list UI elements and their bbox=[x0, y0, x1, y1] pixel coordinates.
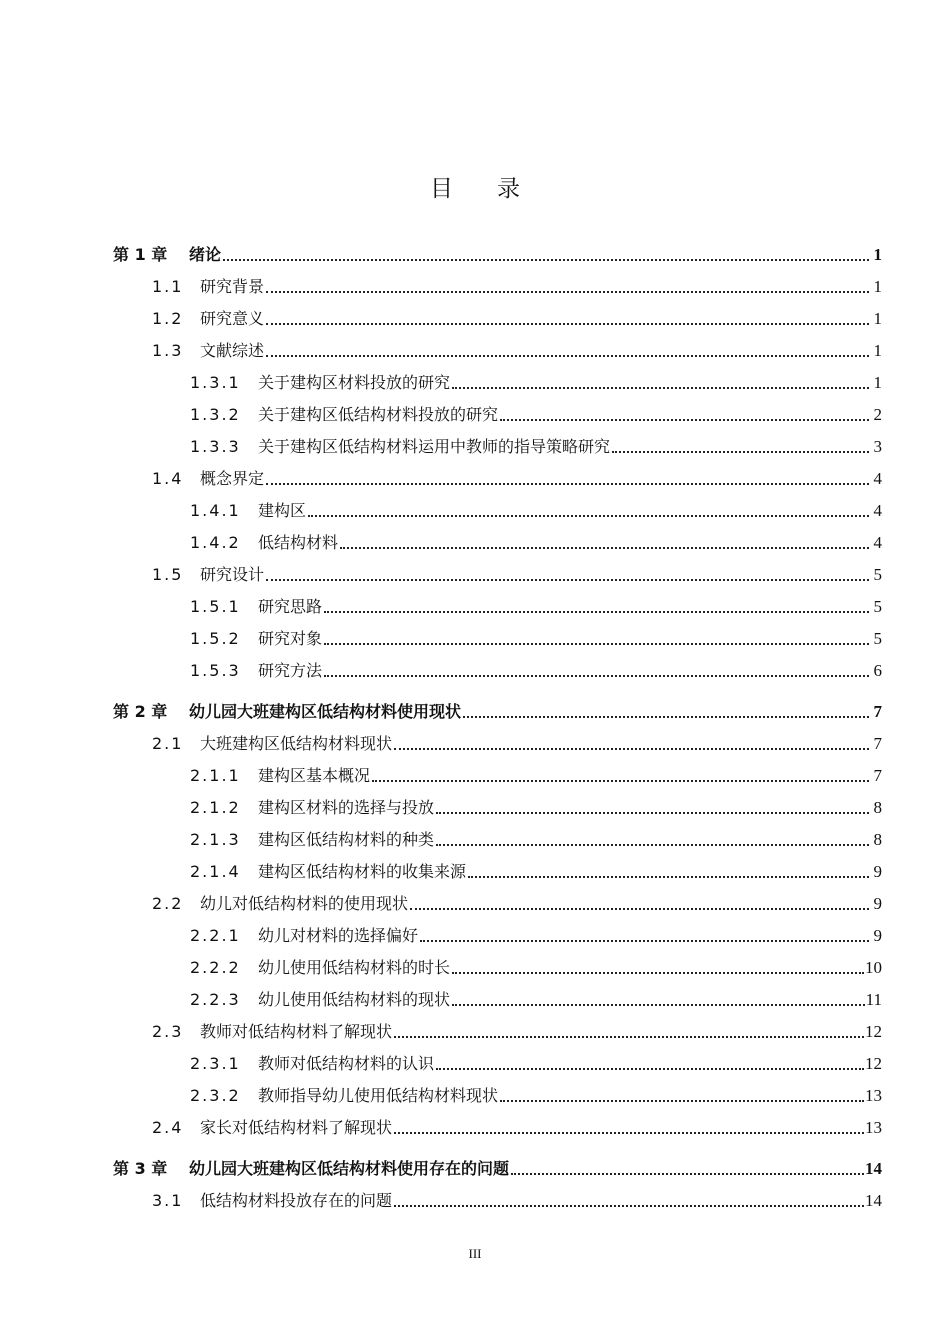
toc-entry-number: 1.2 bbox=[152, 309, 184, 328]
dot-leader bbox=[511, 1173, 864, 1175]
toc-entry-number: 2.2 bbox=[152, 894, 184, 913]
toc-entry-page: 4 bbox=[873, 469, 882, 488]
toc-entry-label: 研究对象 bbox=[258, 629, 323, 648]
toc-entry-label: 建构区 bbox=[258, 501, 307, 520]
toc-entry-number: 2.3 bbox=[152, 1022, 184, 1041]
toc-entry-page: 13 bbox=[865, 1118, 882, 1137]
dot-leader bbox=[394, 1205, 864, 1207]
toc-entry-number: 1.3 bbox=[152, 341, 184, 360]
toc-entry-number: 2.1 bbox=[152, 734, 184, 753]
toc-entry-page: 13 bbox=[865, 1086, 882, 1105]
toc-entry[interactable] bbox=[190, 364, 882, 394]
toc-entry[interactable] bbox=[190, 789, 882, 819]
dot-leader bbox=[324, 611, 869, 613]
toc-entry-number: 3.1 bbox=[152, 1191, 184, 1210]
toc-entry[interactable] bbox=[190, 428, 882, 458]
toc-entry-page: 9 bbox=[873, 926, 882, 945]
toc-entry[interactable] bbox=[190, 949, 882, 979]
toc-entry-label: 幼儿园大班建构区低结构材料使用现状 bbox=[189, 702, 462, 721]
dot-leader bbox=[372, 780, 869, 782]
toc-entry[interactable] bbox=[190, 652, 882, 682]
toc-entry-label: 幼儿对低结构材料的使用现状 bbox=[200, 894, 409, 913]
toc-entry-page: 11 bbox=[865, 990, 882, 1009]
toc-entry[interactable] bbox=[152, 460, 882, 490]
toc-entry-number: 2.2.3 bbox=[190, 990, 241, 1009]
toc-entry-label: 幼儿使用低结构材料的现状 bbox=[258, 990, 451, 1009]
toc-entry-number: 1.3.3 bbox=[190, 437, 241, 456]
toc-entry-label: 幼儿对材料的选择偏好 bbox=[258, 926, 419, 945]
dot-leader bbox=[266, 291, 869, 293]
toc-entry-page: 5 bbox=[873, 597, 882, 616]
toc-entry-label: 建构区低结构材料的种类 bbox=[258, 830, 435, 849]
toc-entry-page: 8 bbox=[873, 798, 882, 817]
toc-entry-number: 第 1 章 bbox=[113, 245, 168, 264]
toc-entry-label: 教师对低结构材料了解现状 bbox=[200, 1022, 393, 1041]
toc-entry-label: 建构区材料的选择与投放 bbox=[258, 798, 435, 817]
toc-entry[interactable] bbox=[190, 853, 882, 883]
toc-entry[interactable] bbox=[113, 1150, 882, 1180]
toc-entry-label: 教师指导幼儿使用低结构材料现状 bbox=[258, 1086, 499, 1105]
toc-entry-label: 教师对低结构材料的认识 bbox=[258, 1054, 435, 1073]
toc-entry-label: 低结构材料 bbox=[258, 533, 339, 552]
toc-entry-label: 研究意义 bbox=[200, 309, 265, 328]
toc-entry-page: 1 bbox=[873, 277, 882, 296]
toc-entry-number: 1.1 bbox=[152, 277, 184, 296]
dot-leader bbox=[266, 579, 869, 581]
toc-entry-number: 2.1.4 bbox=[190, 862, 241, 881]
toc-entry-page: 4 bbox=[873, 533, 882, 552]
toc-entry-label: 幼儿园大班建构区低结构材料使用存在的问题 bbox=[189, 1159, 510, 1178]
toc-entry-number: 1.5.1 bbox=[190, 597, 241, 616]
toc-entry-page: 1 bbox=[873, 309, 882, 328]
toc-entry-label: 文献综述 bbox=[200, 341, 265, 360]
toc-entry-page: 7 bbox=[873, 766, 882, 785]
toc-entry[interactable] bbox=[152, 1182, 882, 1212]
toc-entry-number: 1.4.2 bbox=[190, 533, 241, 552]
dot-leader bbox=[436, 844, 869, 846]
dot-leader bbox=[266, 483, 869, 485]
toc-entry-label: 关于建构区低结构材料投放的研究 bbox=[258, 405, 499, 424]
toc-entry[interactable] bbox=[152, 268, 882, 298]
toc-entry-number: 2.3.1 bbox=[190, 1054, 241, 1073]
toc-entry-label: 建构区基本概况 bbox=[258, 766, 371, 785]
toc-entry-page: 1 bbox=[873, 373, 882, 392]
toc-entry-page: 7 bbox=[873, 734, 882, 753]
toc-entry[interactable] bbox=[152, 1013, 882, 1043]
page-number: III bbox=[468, 1246, 482, 1261]
toc-entry-number: 2.4 bbox=[152, 1118, 184, 1137]
toc-entry-label: 研究背景 bbox=[200, 277, 265, 296]
dot-leader bbox=[452, 972, 864, 974]
toc-entry-page: 2 bbox=[873, 405, 882, 424]
toc-entry[interactable] bbox=[152, 885, 882, 915]
toc-entry-page: 9 bbox=[873, 862, 882, 881]
toc-entry-number: 1.3.1 bbox=[190, 373, 241, 392]
toc-entry[interactable] bbox=[113, 236, 882, 266]
toc-entry[interactable] bbox=[190, 620, 882, 650]
dot-leader bbox=[452, 1004, 865, 1006]
toc-entry-number: 1.5 bbox=[152, 565, 184, 584]
toc-entry[interactable] bbox=[152, 332, 882, 362]
dot-leader bbox=[324, 643, 869, 645]
dot-leader bbox=[266, 355, 869, 357]
toc-entry-number: 1.3.2 bbox=[190, 405, 241, 424]
toc-entry-number: 第 3 章 bbox=[113, 1159, 168, 1178]
toc-entry-page: 8 bbox=[873, 830, 882, 849]
dot-leader bbox=[394, 1132, 864, 1134]
toc-entry[interactable] bbox=[152, 556, 882, 586]
toc-entry-page: 14 bbox=[865, 1191, 882, 1210]
toc-entry-number: 2.2.2 bbox=[190, 958, 241, 977]
dot-leader bbox=[266, 323, 869, 325]
dot-leader bbox=[612, 451, 869, 453]
toc-entry[interactable] bbox=[190, 1045, 882, 1075]
toc-entry-page: 6 bbox=[873, 661, 882, 680]
toc-entry-label: 关于建构区材料投放的研究 bbox=[258, 373, 451, 392]
toc-entry-number: 1.4 bbox=[152, 469, 184, 488]
dot-leader bbox=[308, 515, 869, 517]
toc-entry-page: 14 bbox=[865, 1159, 882, 1178]
toc-entry[interactable] bbox=[152, 300, 882, 330]
toc-entry[interactable] bbox=[113, 693, 882, 723]
page-title: 目录 bbox=[430, 176, 564, 202]
dot-leader bbox=[394, 748, 869, 750]
toc-entry-label: 家长对低结构材料了解现状 bbox=[200, 1118, 393, 1137]
toc-entry-number: 2.1.1 bbox=[190, 766, 241, 785]
dot-leader bbox=[468, 876, 869, 878]
toc-entry-page: 10 bbox=[865, 958, 882, 977]
toc-entry-label: 关于建构区低结构材料运用中教师的指导策略研究 bbox=[258, 437, 611, 456]
toc-entry-label: 研究思路 bbox=[258, 597, 323, 616]
toc-entry-page: 9 bbox=[873, 894, 882, 913]
toc-entry-label: 绪论 bbox=[189, 245, 222, 264]
toc-entry-page: 7 bbox=[873, 702, 882, 721]
toc-entry[interactable] bbox=[190, 917, 882, 947]
dot-leader bbox=[420, 940, 869, 942]
toc-entry-label: 概念界定 bbox=[200, 469, 265, 488]
toc-entry-number: 第 2 章 bbox=[113, 702, 168, 721]
dot-leader bbox=[436, 1068, 864, 1070]
toc-entry[interactable] bbox=[190, 981, 882, 1011]
toc-entry-page: 3 bbox=[873, 437, 882, 456]
dot-leader bbox=[500, 419, 869, 421]
toc-entry-number: 2.2.1 bbox=[190, 926, 241, 945]
dot-leader bbox=[223, 259, 869, 261]
toc-entry[interactable] bbox=[190, 821, 882, 851]
toc-entry-label: 低结构材料投放存在的问题 bbox=[200, 1191, 393, 1210]
toc-entry-page: 5 bbox=[873, 629, 882, 648]
toc-entry-page: 12 bbox=[865, 1054, 882, 1073]
toc-entry-label: 研究设计 bbox=[200, 565, 265, 584]
dot-leader bbox=[452, 387, 869, 389]
toc-entry-page: 1 bbox=[873, 245, 882, 264]
toc-entry-page: 4 bbox=[873, 501, 882, 520]
dot-leader bbox=[340, 547, 869, 549]
toc-entry-number: 2.3.2 bbox=[190, 1086, 241, 1105]
toc-entry[interactable] bbox=[190, 396, 882, 426]
dot-leader bbox=[394, 1036, 864, 1038]
toc-entry-number: 1.5.3 bbox=[190, 661, 241, 680]
dot-leader bbox=[410, 908, 869, 910]
toc-entry-page: 12 bbox=[865, 1022, 882, 1041]
toc-entry[interactable] bbox=[152, 725, 882, 755]
toc-entry-label: 大班建构区低结构材料现状 bbox=[200, 734, 393, 753]
toc-entry-label: 研究方法 bbox=[258, 661, 323, 680]
dot-leader bbox=[436, 812, 869, 814]
toc-entry-number: 2.1.2 bbox=[190, 798, 241, 817]
toc-entry-page: 5 bbox=[873, 565, 882, 584]
toc-entry[interactable] bbox=[152, 1109, 882, 1139]
toc-entry[interactable] bbox=[190, 524, 882, 554]
toc-entry-number: 1.4.1 bbox=[190, 501, 241, 520]
dot-leader bbox=[463, 716, 869, 718]
toc-entry-page: 1 bbox=[873, 341, 882, 360]
toc-entry[interactable] bbox=[190, 757, 882, 787]
toc-entry-label: 幼儿使用低结构材料的时长 bbox=[258, 958, 451, 977]
toc-entry[interactable] bbox=[190, 492, 882, 522]
dot-leader bbox=[324, 675, 869, 677]
toc-entry-label: 建构区低结构材料的收集来源 bbox=[258, 862, 467, 881]
toc-entry[interactable] bbox=[190, 588, 882, 618]
toc-entry-number: 1.5.2 bbox=[190, 629, 241, 648]
toc-entry[interactable] bbox=[190, 1077, 882, 1107]
dot-leader bbox=[500, 1100, 864, 1102]
toc-entry-number: 2.1.3 bbox=[190, 830, 241, 849]
